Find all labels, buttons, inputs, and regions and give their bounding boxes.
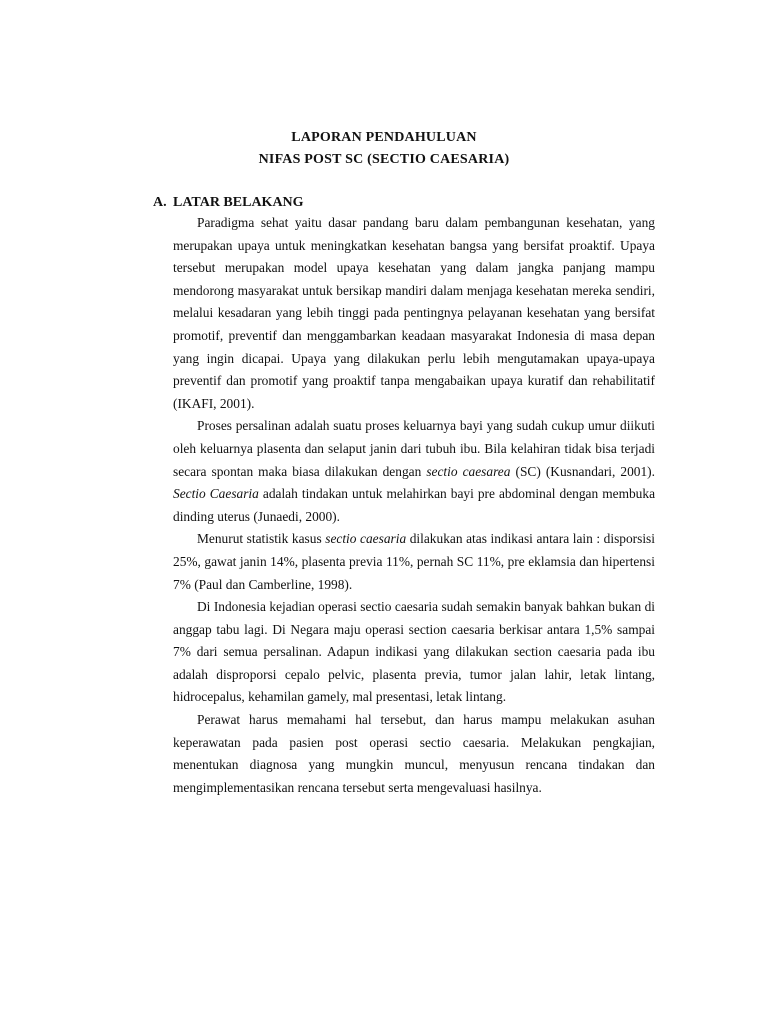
paragraph-2-text-b: (SC) (Kusnandari, 2001). [510,463,655,479]
section-heading [153,195,304,211]
document-title-line-1: LAPORAN PENDAHULUAN [291,130,477,145]
paragraph-1: Paradigma sehat yaitu dasar pandang baru dalam pembangunan kesehatan, yang merupakan upaya untuk meningkatkan kesehatan bangsa yang bersifat proaktif. Upaya tersebut merupakan model upaya kesehatan yang dalam jangka panjang mampu mendorong masyarakat untuk bersikap mandiri dalam menjaga kesehatan mereka sendiri, melalui kesadaran yang lebih tinggi pada pentingnya pelayanan kesehatan yang bersifat promotif, preventif dan menggambarkan keadaan masyarakat Indonesia di masa depan yang ingin dicapai. Upaya yang dilakukan perlu lebih mengutamakan upaya-upaya preventif dan promotif yang proaktif tanpa mengabaikan upaya kuratif dan rehabilitatif (IKAFI, 2001). [173,215,655,411]
paragraph-2-italic-2: Sectio Caesaria [173,486,259,502]
section-title: LATAR BELAKANG [173,195,304,210]
paragraph-3-text-b: dilakukan atas indikasi antara lain : disporsisi 25%, gawat janin 14%, plasenta previa 11%, pernah SC 11%, pre eklamsia dan hipertensi 7% (Paul dan Camberline, 1998). [173,531,655,592]
paragraph-2-text-c: adalah tindakan untuk melahirkan bayi pre abdominal dengan membuka dinding uterus (Junaedi, 2000). [173,486,656,524]
paragraph-2-text-a: Proses persalinan adalah suatu proses keluarnya bayi yang sudah cukup umur diikuti oleh keluarnya plasenta dan selaput janin dari tubuh ibu. Bila kelahiran tidak bisa terjadi secara spontan maka biasa dilakukan dengan [173,418,655,479]
paragraph-2-italic-1: sectio caesarea [426,463,511,479]
paragraph-2 [173,415,655,528]
paragraph-3-text-a: Menurut statistik kasus [197,531,326,547]
section-number: A. [153,195,167,210]
paragraph-5: Perawat harus memahami hal tersebut, dan harus mampu melakukan asuhan keperawatan pada pasien post operasi sectio caesaria. Melakukan pengkajian, menentukan diagnosa yang mungkin muncul, menyusun rencana tindakan dan mengimplementasikan rencana tersebut serta mengevaluasi hasilnya. [173,712,655,795]
section-body [173,212,655,799]
paragraph-3-italic-1: sectio caesaria [325,531,407,547]
document-title-line-2: NIFAS POST SC (SECTIO CAESARIA) [258,152,510,167]
paragraph-4: Di Indonesia kejadian operasi sectio caesaria sudah semakin banyak bahkan bukan di anggap tabu lagi. Di Negara maju operasi section caesaria berkisar antara 1,5% sampai 7% dari semua persalinan. Adapun indikasi yang dilakukan section caesaria pada ibu adalah disproporsi cepalo pelvic, plasenta previa, tumor jalan lahir, letak lintang, hidrocepalus, kehamilan gamely, mal presentasi, letak lintang. [173,599,655,705]
paragraph-3 [173,528,655,596]
